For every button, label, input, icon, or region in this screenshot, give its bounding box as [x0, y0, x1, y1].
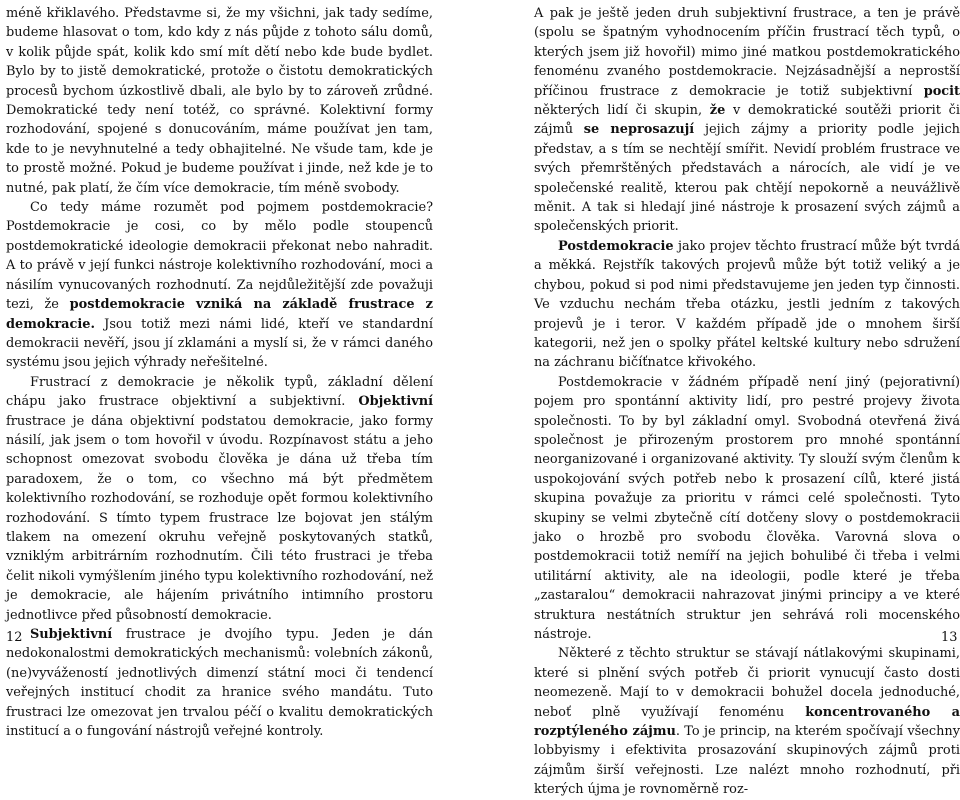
text-run: Co tedy máme rozumět pod pojmem postdemokracie? Postdemokracie je cosi, co by mělo podle stoupenců postdemokratické ideologie demokracii překonat nebo nahradit. A to právě v její funkci nástroje kolektivního rozhodování, moci a násilím vynucovaných rozhodnutí. Za nejdůležitější zde považuji tezi, že: [6, 200, 433, 313]
paragraph: [534, 4, 960, 237]
text-run: jako projev těchto frustrací může být tvrdá a měkká. Rejstřík takových projevů může být totiž veliký a je chybou, pokud si pod nimi představujeme jen jeden typ činnosti. Ve vzduchu nechám třeba otázku, jestli jedním z takových projevů je i teror. V každém případě jde o mnohem širší kategorii, než jen o spolky přátel keltské kultury nebo sdružení na záchranu bičíťnatce křivokého.: [534, 238, 960, 371]
text-run: jejich zájmy a priority podle jejich představ, a s tím se nechtějí smířit. Nevidí problém frustrace ve svých přemrštěných představách a nárocích, ale vidí je ve společenské realitě, kterou pak chtějí nepokorně a neuvážlivě měnit. A tak si hledají jiné nástroje k prosazení svých zájmů a společenských priorit.: [534, 122, 960, 235]
paragraph: [6, 625, 433, 741]
paragraph: [6, 373, 433, 625]
bold-text-run: Objektivní: [358, 394, 433, 410]
paragraph: [534, 237, 960, 373]
text-run: frustrace je dvojího typu. Jeden je dán nedokonalostmi demokratických mechanismů: volebních zákonů, (ne)vyvážeností jednotlivých dimenzí státní moci či tendencí veřejných institucí chodit za hranice svého mandátu. Tuto frustraci lze omezovat jen trvalou péčí o kvalitu demokratických institucí a o fungování nástrojů veřejné kontroly.: [6, 627, 433, 740]
text-run: frustrace je dána objektivní podstatou demokracie, jako formy násilí, jak jsem o tom hovořil v úvodu. Rozpínavost státu a jeho schopnost omezovat svobodu člověka je dána už třeba tím paradoxem, že o tom, co všechno má být předmětem kolektivního rozhodování, se rozhoduje opět formou kolektivního rozhodování. S tímto typem frustrace lze bojovat jen stálým tlakem na omezení okruhu veřejně poskytovaných statků, vzniklým arbitrárním rozhodnutím. Čili této frustraci je třeba čelit nikoli vymýšlením jiného typu kolektivního rozhodování, než je demokracie, ale hájením privátního intimního prostoru jednotlivce před působností demokracie.: [6, 413, 433, 623]
bold-text-run: postdemokracie vzniká na základě frustrace z demokracie.: [6, 297, 433, 332]
bold-text-run: Subjektivní: [30, 627, 113, 642]
paragraph: [6, 4, 433, 198]
text-run: Postdemokracie v žádném případě není jiný (pejorativní) pojem pro spontánní aktivity lidí, pro pestré projevy života společnosti. To by byl základní omyl. Svobodná otevřená živá společnost je přirozeným prostorem pro mnohé spontánní neorganizované i organizované aktivity. Ty slouží svým členům k uspokojování svých potřeb nebo k prosazení cílů, které jistá skupina považuje za prioritu v rámci celé společnosti. Tyto skupiny se velmi zbytečně cítí dotčeny slovy o postdemokracii jako o hrozbě pro svobodu člověka. Varovná slova o postdemokracii totiž nemíří na jejich bohulibé či třeba i velmi utilitární aktivity, ale na ideologii, podle které je třeba „zastaralou“ demokracii nahrazovat jinými principy a ve které struktura nestátních struktur jen sehrává roli mocenského nástroje.: [534, 374, 960, 642]
text-run: A pak je ještě jeden druh subjektivní frustrace, a ten je právě (spolu se špatným vyhodnocením příčin frustrací těch typů, o kterých jsem již hovořil) mimo jiné matkou postdemokratického fenoménu zvaného postdemokracie. Nejzásadnější a neprostší příčinou frustrace z demokracie je totiž subjektivní: [534, 6, 960, 99]
text-run: v demokratické soutěži priorit či zájmů: [534, 103, 960, 138]
bold-text-run: pocit: [923, 83, 960, 99]
text-run: Některé z těchto struktur se stávají nátlakovými skupinami, které si plnění svých potřeb či priorit vynucují často dosti neomezeně. Mají to v demokracii bohužel docela jednoduché, neboť plně využívají fenoménu: [534, 646, 960, 720]
left-page-text-column: [6, 4, 433, 741]
text-run: . To je princip, na kterém spočívají všechny lobbyismy i efektivita prosazování skupinových zájmů proti zájmům širší veřejnosti. Lze nalézt mnoho rozhodnutí, při kterých újma je rovnoměrně roz-: [534, 724, 960, 798]
bold-text-run: se neprosazují: [583, 122, 695, 138]
right-page-number: 13: [941, 630, 958, 645]
text-run: Frustrací z demokracie je několik typů, základní dělení chápu jako frustrace objektivní a subjektivní.: [6, 374, 433, 410]
paragraph: [6, 198, 433, 373]
text-run: Jsou totiž mezi námi lidé, kteří ve standardní demokracii nevěří, jsou jí zklamáni a myslí si, že v rámci daného systému jsou jejich výhrady neřešitelné.: [6, 316, 433, 371]
text-run: některých lidí či skupin,: [534, 103, 710, 119]
right-page-text-column: [534, 4, 960, 800]
left-page-number: 12: [6, 630, 23, 645]
text-run: méně křiklavého. Představme si, že my všichni, jak tady sedíme, budeme hlasovat o tom, kdo kdy z nás půjde z tohoto sálu domů, v kolik půjde spát, kolik kdo smí mít dětí nebo kde bude bydlet. Bylo by to jistě demokratické, protože o čistotu demokratických procesů bychom úzkostlivě dbali, ale bylo by to zároveň zrůdné. Demokratické tedy není totéž, co správné. Kolektivní formy rozhodování, spojené s donucováním, máme používat jen tam, kde to je nevyhnutelné a tedy obhajitelné. Ne všude tam, kde je to prostě možné. Pokud je budeme používat i jinde, než kde je to nutné, pak platí, že čím více demokracie, tím méně svobody.: [6, 6, 433, 196]
bold-text-run: koncentrovaného a rozptýleného zájmu: [534, 704, 960, 740]
paragraph: [534, 373, 960, 645]
bold-text-run: Postdemokracie: [558, 238, 674, 254]
bold-text-run: že: [709, 103, 726, 119]
paragraph: [534, 644, 960, 799]
